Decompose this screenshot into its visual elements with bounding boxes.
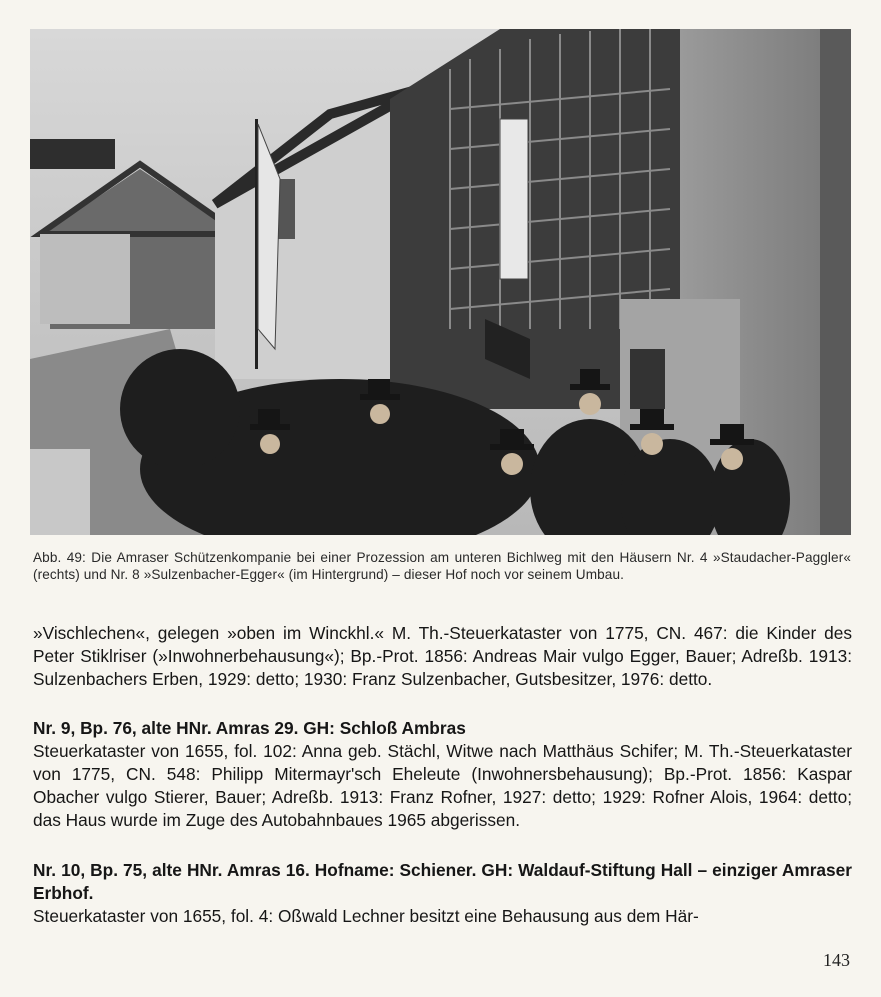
page-number: 143 <box>823 950 850 970</box>
photo-procession-icon <box>30 29 851 535</box>
figure-caption: Abb. 49: Die Amraser Schützenkompanie bei einer Prozession am unteren Bichlweg mit den Häusern Nr. 4 »Staudacher-Paggler« (rechts) und Nr. 8 »Sulzenbacher-Egger« (im Hintergrund) – dieser Hof noch vor seinem Umbau. <box>33 550 851 582</box>
paragraph-continuation: »Vischlechen«, gelegen »oben im Winckhl.« M. Th.-Steuerkataster von 1775, CN. 467: die Kinder des Peter Stiklriser (»Inwohnerbehausung«); Bp.-Prot. 1856: Andreas Mair vulgo Egger, Bauer; Adreßb. 1913: Sulzenbachers Erben, 1929: detto; 1930: Franz Sulzenbacher, Gutsbesitzer, 1976: detto. <box>33 623 852 689</box>
entry-body: Steuerkataster von 1655, fol. 102: Anna geb. Stächl, Witwe nach Matthäus Schifer; M. Th.-Steuerkataster von 1775, CN. 548: Philipp Mitermayr'sch Eheleute (Inwohnersbehausung); Bp.-Prot. 1856: Kaspar Obacher vulgo Stierer, Bauer; Adreßb. 1913: Franz Rofner, 1927: detto; 1929: Rofner Alois, 1964: detto; das Haus wurde im Zuge des Autobahnbaues 1965 abgerissen. <box>33 741 852 830</box>
entry-heading: Nr. 10, Bp. 75, alte HNr. Amras 16. Hofname: Schiener. GH: Waldauf-Stiftung Hall – einziger Amraser Erbhof. <box>33 860 852 903</box>
entry-nr-9 <box>33 717 852 832</box>
entry-body: Steuerkataster von 1655, fol. 4: Oßwald Lechner besitzt eine Behausung aus dem Här- <box>33 906 699 926</box>
entry-nr-10 <box>33 859 852 928</box>
procession-photo <box>30 29 851 535</box>
entry-heading: Nr. 9, Bp. 76, alte HNr. Amras 29. GH: Schloß Ambras <box>33 718 466 738</box>
